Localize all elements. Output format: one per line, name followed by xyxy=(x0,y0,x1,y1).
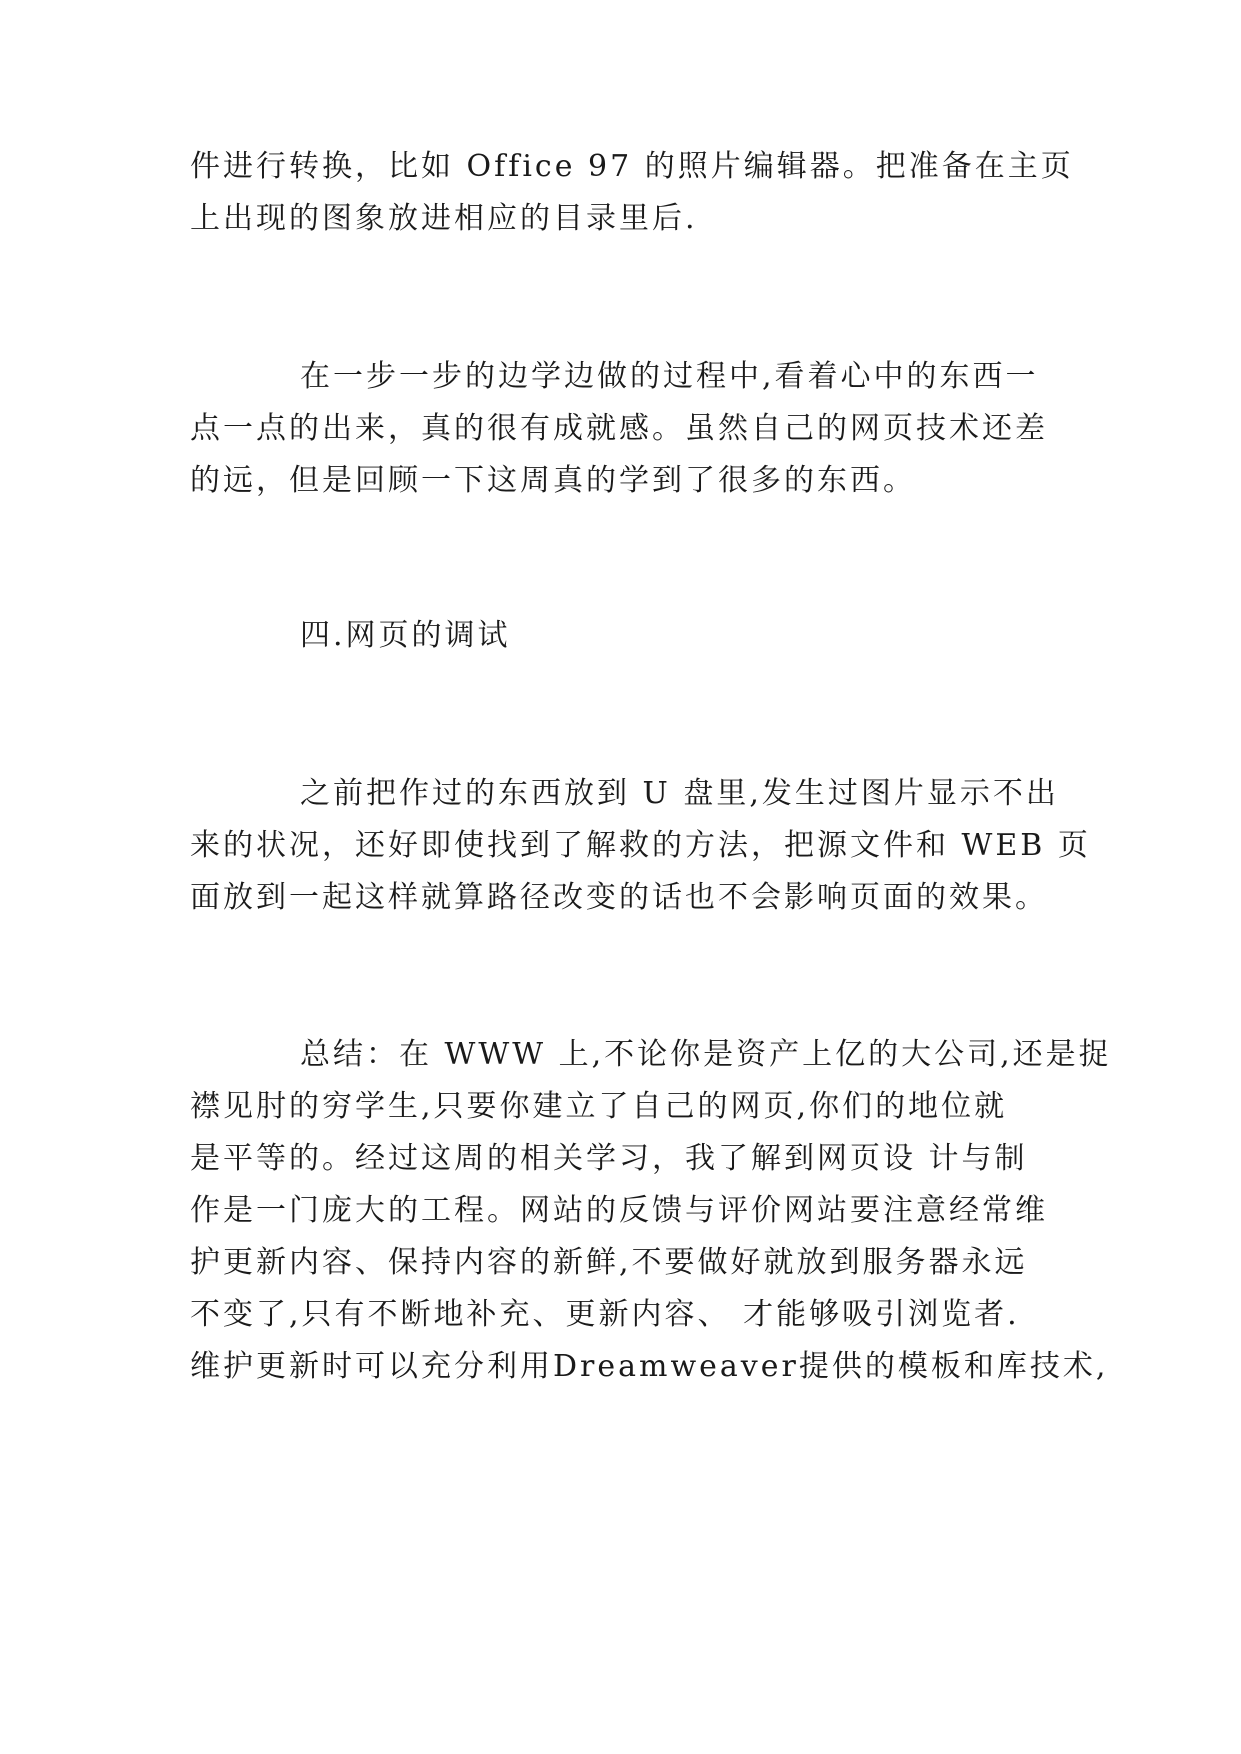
text-line: 来的状况，还好即使找到了解救的方法，把源文件和 WEB 页 xyxy=(190,828,1091,863)
text-line: 是平等的。经过这周的相关学习，我了解到网页设 计与制 xyxy=(190,1141,1028,1176)
text-line: 维护更新时可以充分利用Dreamweaver提供的模板和库技术, xyxy=(190,1349,1109,1384)
text-line: 的远，但是回顾一下这周真的学到了很多的东西。 xyxy=(190,463,916,498)
text-line: 护更新内容、保持内容的新鲜,不要做好就放到服务器永远 xyxy=(190,1245,1028,1280)
text-line: 之前把作过的东西放到 U 盘里,发生过图片显示不出 xyxy=(300,776,1059,811)
section-heading: 四.网页的调试 xyxy=(300,618,511,653)
text-line: 上出现的图象放进相应的目录里后. xyxy=(190,201,698,236)
text-line: 点一点的出来，真的很有成就感。虽然自己的网页技术还差 xyxy=(190,411,1048,446)
text-line: 襟见肘的穷学生,只要你建立了自己的网页,你们的地位就 xyxy=(190,1089,1008,1124)
text-line: 面放到一起这样就算路径改变的话也不会影响页面的效果。 xyxy=(190,880,1048,915)
text-line: 不变了,只有不断地补充、更新内容、 才能够吸引浏览者. xyxy=(190,1297,1020,1332)
text-line: 在一步一步的边学边做的过程中,看着心中的东西一 xyxy=(300,359,1039,394)
text-line: 作是一门庞大的工程。网站的反馈与评价网站要注意经常维 xyxy=(190,1193,1048,1228)
text-line: 件进行转换，比如 Office 97 的照片编辑器。把准备在主页 xyxy=(190,149,1074,184)
text-line: 总结：在 WWW 上,不论你是资产上亿的大公司,还是捉 xyxy=(300,1037,1112,1072)
